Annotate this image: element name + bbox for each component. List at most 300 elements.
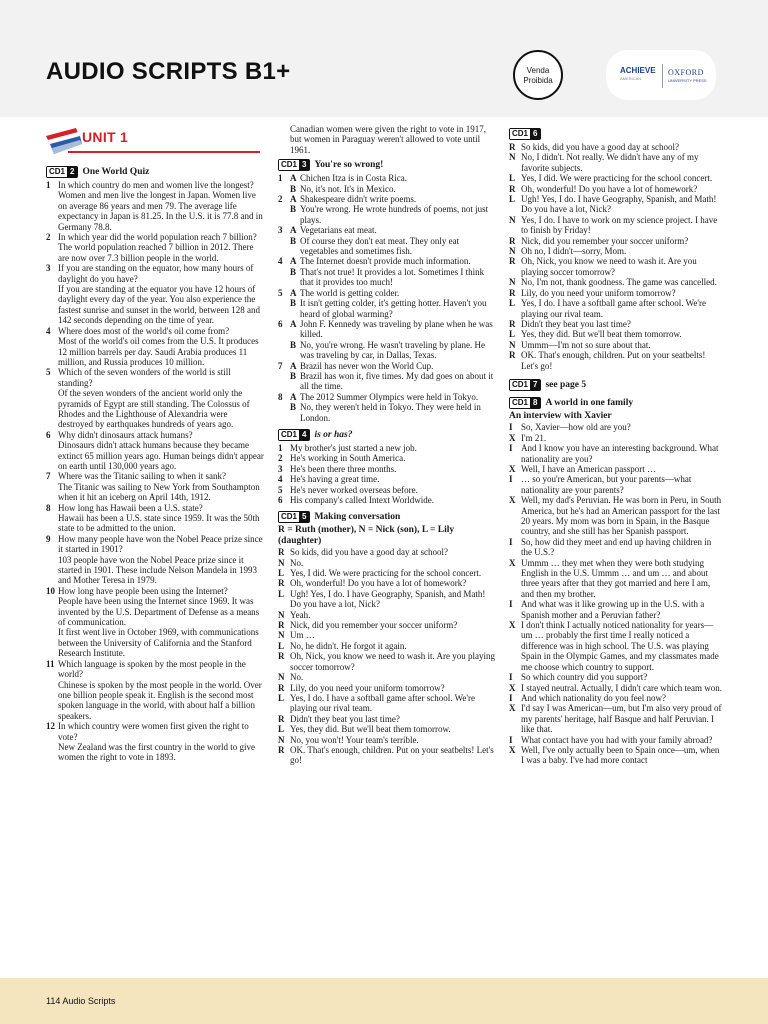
speaker-initial: N bbox=[509, 277, 516, 288]
speaker-initial: N bbox=[278, 734, 285, 745]
speaker-a: A bbox=[290, 287, 297, 298]
quiz-text: In which country were women first given the right to vote? bbox=[58, 721, 249, 742]
statement-a bbox=[278, 173, 498, 183]
speaker-initial: N bbox=[509, 246, 516, 257]
response-text: No, it's not. It's in Mexico. bbox=[300, 183, 396, 194]
sentence bbox=[278, 485, 498, 495]
speaker-a: A bbox=[290, 194, 297, 205]
dialogue-line bbox=[509, 745, 724, 766]
dialogue-text: Yes, they did. But we'll beat them tomorrow. bbox=[290, 724, 451, 735]
sentence bbox=[278, 464, 498, 474]
dialogue-line bbox=[278, 683, 498, 693]
dialogue-text: Oh, Nick, you know we need to wash it. Are you playing soccer tomorrow? bbox=[290, 651, 495, 672]
dialogue-line bbox=[278, 620, 498, 630]
dialogue-line bbox=[509, 620, 724, 672]
dialogue-line bbox=[509, 142, 724, 152]
item-number: 4 bbox=[278, 256, 283, 267]
cd-track-label: CD1 8 bbox=[509, 397, 541, 409]
item-number bbox=[46, 555, 58, 586]
item-number: 6 bbox=[278, 495, 283, 505]
quiz-text: In which country do men and women live the longest? bbox=[58, 180, 254, 190]
speaker-b: B bbox=[290, 370, 297, 381]
dialogue-line bbox=[509, 693, 724, 703]
response-b bbox=[278, 371, 498, 392]
item-number bbox=[46, 627, 58, 658]
cd-track-label: CD1 7 bbox=[509, 379, 541, 391]
speaker-initial: X bbox=[509, 682, 516, 693]
quiz-line bbox=[46, 586, 264, 596]
dialogue-line bbox=[509, 319, 724, 329]
dialogue-text: … so you're American, but your parents—what nationality are your parents? bbox=[521, 474, 692, 495]
item-number: 2 bbox=[278, 194, 283, 205]
dialogue-text: No. bbox=[290, 672, 304, 683]
quiz-line bbox=[46, 503, 264, 513]
dialogue-line bbox=[509, 735, 724, 745]
interview bbox=[509, 422, 724, 765]
speaker-initial: X bbox=[509, 432, 516, 443]
speaker-initial: I bbox=[509, 734, 513, 745]
dialogue-line bbox=[509, 184, 724, 194]
quiz-line bbox=[46, 440, 264, 471]
cast-list: R = Ruth (mother), N = Nick (son), L = Lily (daughter) bbox=[278, 525, 455, 546]
unit-heading bbox=[46, 126, 264, 156]
item-number bbox=[46, 742, 58, 763]
dialogue-line bbox=[509, 422, 724, 432]
cd-track-label: CD1 3 bbox=[278, 159, 310, 171]
speaker-initial: R bbox=[278, 713, 285, 724]
dialogue-text: Well, my dad's Peruvian. He was born in Peru, in South America, but he's had an American passport for the last 20 years. My mom was born in Spain, in the Basque country, and she still has her Spanish passport. bbox=[521, 495, 722, 537]
item-number: 1 bbox=[46, 180, 51, 190]
speaker-b: B bbox=[290, 266, 297, 277]
quiz-line bbox=[46, 242, 264, 263]
quiz-text: In which year did the world population reach 7 billion? bbox=[58, 232, 257, 243]
dialogue-text: Nick, did you remember your soccer uniform? bbox=[290, 620, 458, 631]
quiz-text: The Titanic was sailing to New York from Southampton when it hit an iceberg on April 14th, 1912. bbox=[58, 481, 260, 503]
statement-text: Vegetarians eat meat. bbox=[300, 225, 377, 236]
item-number-blank bbox=[278, 340, 290, 361]
speaker-initial: I bbox=[509, 536, 513, 547]
sentence bbox=[278, 453, 498, 463]
item-number bbox=[46, 680, 58, 722]
dialogue-text: I'm 21. bbox=[521, 432, 547, 443]
quiz-text: Women and men live the longest in Japan. Women live on average 86 years and men 79. The average life expectancy in Japan is 81.25. In the U.S. it is 77.8 and in Germany 78.8. bbox=[58, 190, 263, 232]
quiz-text: People have been using the Internet since 1969. It was invented by the U.S. Department of Defense as a means of communication. bbox=[58, 596, 260, 628]
speaker-initial: X bbox=[509, 744, 516, 755]
item-number-blank bbox=[278, 371, 290, 392]
response-text: You're wrong. He wrote hundreds of poems, not just plays. bbox=[300, 204, 489, 225]
dialogue-text: Yes, I do. I have a softball game after school. We're playing our rival team. bbox=[290, 692, 476, 714]
speaker-initial: L bbox=[278, 568, 285, 579]
sentence bbox=[278, 474, 498, 484]
statement-text: Shakespeare didn't write poems. bbox=[300, 194, 417, 205]
quiz-text: If you are standing on the equator, how many hours of daylight do you have? bbox=[58, 263, 254, 284]
statement-text: The Internet doesn't provide much information. bbox=[300, 256, 471, 267]
speaker-initial: R bbox=[278, 744, 285, 755]
quiz-line bbox=[46, 367, 264, 388]
dialogue-text: Ummm … they met when they were both studying English in the U.S. Ummm … and um … and about three years after that they got married and here I am, and then my brother. bbox=[521, 557, 711, 599]
dialogue-text: I'd say I was American—um, but I'm also very proud of my parents' heritage, half Basque and half Peruvian. I like that. bbox=[521, 703, 722, 735]
dialogue-line bbox=[278, 578, 498, 588]
speaker-initial: R bbox=[278, 578, 285, 589]
sentence-text: He's having a great time. bbox=[290, 474, 380, 485]
continued-text: Canadian women were given the right to vote in 1917, but women in Paraguay weren't allowed to vote until 1961. bbox=[290, 124, 486, 155]
dialogue-text: Yes, I did. We were practicing for the school concert. bbox=[521, 173, 713, 184]
dialogue-text: Ugh! Yes, I do. I have Geography, Spanish, and Math! Do you have a lot, Nick? bbox=[290, 588, 486, 610]
item-number-blank bbox=[278, 267, 290, 288]
statement-text: John F. Kennedy was traveling by plane when he was killed. bbox=[300, 318, 493, 340]
dialogue-line bbox=[509, 215, 724, 236]
speaker-initial: N bbox=[509, 339, 516, 350]
item-number: 3 bbox=[46, 263, 51, 274]
dialogue-text: Ugh! Yes, I do. I have Geography, Spanish, and Math! Do you have a lot, Nick? bbox=[521, 194, 717, 215]
cd-track-label: CD1 2 bbox=[46, 166, 78, 178]
quiz-line bbox=[46, 326, 264, 336]
dialogue-text: Well, I have an American passport … bbox=[521, 463, 656, 474]
speaker-initial: R bbox=[509, 318, 516, 329]
dialogue-line bbox=[509, 537, 724, 558]
dialogue-line bbox=[278, 693, 498, 714]
item-number: 2 bbox=[46, 232, 51, 243]
item-number-blank bbox=[278, 184, 290, 194]
quiz-text: Which of the seven wonders of the world is still standing? bbox=[58, 367, 231, 388]
dialogue-line bbox=[509, 152, 724, 173]
response-text: No, you're wrong. He wasn't traveling by plane. He was traveling by car, in Dallas, Texas. bbox=[300, 339, 485, 361]
item-number bbox=[46, 482, 58, 503]
quiz-text: How many people have won the Nobel Peace prize since it started in 1901? bbox=[58, 533, 263, 555]
dialogue-line bbox=[509, 443, 724, 464]
sentence-text: His company's called Intext Worldwide. bbox=[290, 495, 434, 505]
speaker-initial: X bbox=[509, 703, 516, 714]
response-b bbox=[278, 184, 498, 194]
dialogue-text: Well, I've only actually been to Spain once—um, when I was a baby. I've had more contact bbox=[521, 744, 720, 766]
dialogue-text: What contact have you had with your family abroad? bbox=[521, 734, 713, 745]
unit-flag-icon bbox=[46, 126, 82, 158]
dialogue-text: So, Xavier—how old are you? bbox=[521, 422, 631, 433]
achieve-logo: ACHIEVE bbox=[620, 66, 656, 75]
speaker-initial: I bbox=[509, 443, 513, 454]
speaker-initial: L bbox=[278, 692, 285, 703]
speaker-a: A bbox=[290, 256, 297, 267]
speaker-initial: R bbox=[278, 651, 285, 662]
dialogue-line bbox=[509, 474, 724, 495]
dialogue-text: Ummm—I'm not so sure about that. bbox=[521, 339, 651, 350]
speaker-initial: L bbox=[509, 194, 516, 205]
dialogue-text: Oh, wonderful! Do you have a lot of homework? bbox=[290, 578, 467, 589]
speaker-initial: N bbox=[278, 557, 285, 568]
dialogue-text: OK. That's enough, children. Put on your seatbelts! Let's go! bbox=[290, 744, 494, 766]
item-number: 11 bbox=[46, 658, 55, 669]
dialogue-line bbox=[509, 599, 724, 620]
sentence-text: He's never worked overseas before. bbox=[290, 484, 418, 495]
quiz-line bbox=[46, 680, 264, 722]
statement-a bbox=[278, 319, 498, 340]
item-number: 4 bbox=[278, 474, 283, 485]
logo-divider bbox=[662, 64, 663, 88]
section-heading: CD1 8 A world in one family bbox=[509, 397, 724, 409]
dialogue-line bbox=[278, 735, 498, 745]
statement-a bbox=[278, 392, 498, 402]
dialogue-text: I stayed neutral. Actually, I didn't care which team won. bbox=[521, 682, 722, 693]
cd-track-label: CD1 4 bbox=[278, 429, 310, 441]
speaker-initial: X bbox=[509, 620, 516, 631]
item-number-blank bbox=[278, 204, 290, 225]
speaker-initial: L bbox=[509, 329, 516, 340]
quiz-list bbox=[46, 180, 264, 763]
statement-a bbox=[278, 194, 498, 204]
speaker-initial: R bbox=[278, 620, 285, 631]
quiz-line bbox=[46, 659, 264, 680]
speaker-initial: N bbox=[278, 672, 285, 683]
dialogue-text: No, you won't! Your team's terrible. bbox=[290, 734, 419, 745]
item-number: 3 bbox=[278, 225, 283, 236]
speaker-initial: L bbox=[509, 298, 516, 309]
quiz-line bbox=[46, 721, 264, 742]
sentence-text: He's been there three months. bbox=[290, 463, 397, 474]
dialogue-line bbox=[278, 558, 498, 568]
speaker-initial: N bbox=[509, 214, 516, 225]
section-heading: CD1 4 is or has? bbox=[278, 429, 498, 441]
dialogue-text: Oh, Nick, you know we need to wash it. Are you playing soccer tomorrow? bbox=[521, 256, 697, 277]
dialogue-text: Nick, did you remember your soccer uniform? bbox=[521, 235, 689, 246]
item-number bbox=[46, 440, 58, 471]
response-text: That's not true! It provides a lot. Sometimes I think that it provides too much! bbox=[300, 266, 485, 288]
dialogue-text: Um … bbox=[290, 630, 315, 641]
dialogue-text: So kids, did you have a good day at school? bbox=[521, 142, 679, 152]
unit-underline bbox=[68, 151, 260, 153]
section-heading: CD1 5 Making conversation bbox=[278, 511, 498, 523]
dialogue-line bbox=[509, 173, 724, 183]
speaker-initial: L bbox=[278, 724, 285, 735]
quiz-line bbox=[46, 534, 264, 555]
item-number: 8 bbox=[278, 391, 283, 402]
dialogue-text: Yeah. bbox=[290, 609, 311, 620]
dialogue-line bbox=[509, 558, 724, 600]
dialogue-text: No, he didn't. He forgot it again. bbox=[290, 640, 407, 651]
column-3 bbox=[509, 124, 724, 766]
conversation bbox=[278, 547, 498, 766]
dialogue-text: Oh, wonderful! Do you have a lot of homework? bbox=[521, 183, 698, 194]
item-number bbox=[46, 284, 58, 326]
column-2 bbox=[278, 124, 498, 766]
dialogue-line bbox=[509, 288, 724, 298]
speaker-initial: R bbox=[509, 235, 516, 246]
item-number-blank bbox=[278, 298, 290, 319]
dialogue-text: Yes, I do. I have to work on my science project. I have to finish by Friday! bbox=[521, 214, 718, 236]
speaker-initial: N bbox=[278, 609, 285, 620]
response-b bbox=[278, 402, 498, 423]
dialogue-text: So kids, did you have a good day at school? bbox=[290, 547, 448, 558]
statement-text: The world is getting colder. bbox=[300, 287, 400, 298]
item-number: 7 bbox=[46, 471, 51, 482]
item-number: 7 bbox=[278, 360, 283, 371]
achieve-logo-sub: AMERICAN bbox=[620, 76, 642, 81]
dialogue-text: So, how did they meet and end up having children in the U.S.? bbox=[521, 536, 712, 558]
speaker-initial: R bbox=[278, 682, 285, 693]
speaker-b: B bbox=[290, 204, 297, 215]
response-text: It isn't getting colder, it's getting hotter. Haven't you heard of global warming? bbox=[300, 298, 487, 319]
speaker-a: A bbox=[290, 360, 297, 371]
quiz-line bbox=[46, 284, 264, 326]
item-number: 9 bbox=[46, 533, 51, 544]
quiz-line bbox=[46, 180, 264, 190]
speaker-initial: N bbox=[278, 630, 285, 641]
dialogue-line bbox=[509, 246, 724, 256]
speaker-a: A bbox=[290, 173, 297, 184]
response-text: Brazil has won it, five times. My dad goes on about it all the time. bbox=[300, 370, 494, 392]
speaker-initial: R bbox=[509, 183, 516, 194]
quiz-text: If you are standing at the equator you have 12 hours of daylight every day of the year. You also experience the fastest sunrise and sunset in the world, between 128 and 142 seconds depending on the time of year. bbox=[58, 284, 260, 326]
quiz-text: Hawaii has been a U.S. state since 1959. It was the 50th state to be admitted to the union. bbox=[58, 513, 260, 534]
sentence-list bbox=[278, 443, 498, 505]
item-number: 10 bbox=[46, 585, 55, 596]
item-number bbox=[46, 242, 58, 263]
speaker-initial: L bbox=[278, 588, 285, 599]
response-text: Of course they don't eat meat. They only eat vegetables and sometimes fish. bbox=[300, 235, 460, 257]
dialogue-line bbox=[509, 672, 724, 682]
quiz-text: Where was the Titanic sailing to when it sank? bbox=[58, 471, 226, 482]
dialogue-text: Oh no, I didn't—sorry, Mom. bbox=[521, 246, 627, 257]
speaker-a: A bbox=[290, 391, 297, 402]
dialogue-line bbox=[278, 630, 498, 640]
dialogue-line bbox=[278, 547, 498, 557]
section-heading: CD1 2 One World Quiz bbox=[46, 166, 264, 178]
dialogue-list bbox=[278, 173, 498, 423]
speaker-initial: X bbox=[509, 495, 516, 506]
item-number bbox=[46, 336, 58, 367]
quiz-line bbox=[46, 232, 264, 242]
quiz-text: Most of the world's oil comes from the U.S. It produces 12 million barrels per day. Saudi Arabia produces 11 million, and Russia produces 10 million. bbox=[58, 336, 259, 367]
dialogue-line bbox=[278, 724, 498, 734]
quiz-text: Chinese is spoken by the most people in the world. Over one billion people speak it. English is the second most spoken language in the world, with about half a billion speakers. bbox=[58, 679, 262, 721]
dialogue-text: I don't think I actually noticed nationality for years—um … probably the first time I really noticed a difference was in high school. The U.S. was playing Spain in the Olympic Games, and my classmates made me choose which country to support. bbox=[521, 620, 719, 672]
dialogue-line bbox=[278, 745, 498, 766]
dialogue-text: And I know you have an interesting background. What nationality are you? bbox=[521, 443, 719, 464]
item-number: 3 bbox=[278, 463, 283, 474]
response-b bbox=[278, 267, 498, 288]
dialogue-line bbox=[509, 194, 724, 215]
quiz-line bbox=[46, 336, 264, 367]
speaker-b: B bbox=[290, 183, 297, 194]
dialogue-text: Lily, do you need your uniform tomorrow? bbox=[521, 287, 676, 298]
section-heading bbox=[509, 128, 724, 140]
item-number-blank bbox=[278, 236, 290, 257]
quiz-line bbox=[46, 596, 264, 627]
dialogue-line bbox=[509, 340, 724, 350]
quiz-text: It first went live in October 1969, with communications between the University of California and the Stanford Research Institute. bbox=[58, 627, 259, 659]
speaker-initial: R bbox=[509, 350, 516, 361]
response-b bbox=[278, 236, 498, 257]
item-number bbox=[46, 513, 58, 534]
quiz-text: Of the seven wonders of the ancient world only the pyramids of Egypt are still standing. The Colossus of Rhodes and the Lighthouse of Alexandria were destroyed by earthquakes hundreds of years ago. bbox=[58, 388, 250, 430]
quiz-line bbox=[46, 388, 264, 430]
dialogue-line bbox=[509, 298, 724, 319]
item-number: 12 bbox=[46, 721, 55, 732]
dialogue-line bbox=[509, 495, 724, 537]
quiz-text: How long has Hawaii been a U.S. state? bbox=[58, 502, 203, 513]
response-b bbox=[278, 298, 498, 319]
dialogue-text: Didn't they beat you last time? bbox=[521, 318, 631, 329]
speaker-initial: R bbox=[509, 256, 516, 267]
statement-a bbox=[278, 256, 498, 266]
dialogue-text: Didn't they beat you last time? bbox=[290, 713, 400, 724]
speaker-initial: I bbox=[509, 692, 513, 703]
dialogue-line bbox=[509, 256, 724, 277]
response-b bbox=[278, 340, 498, 361]
speaker-initial: L bbox=[278, 640, 285, 651]
venda-proibida-badge: Venda Proibida bbox=[513, 50, 563, 100]
speaker-initial: X bbox=[509, 463, 516, 474]
dialogue-line bbox=[509, 350, 724, 371]
speaker-initial: R bbox=[278, 547, 285, 558]
speaker-b: B bbox=[290, 402, 297, 413]
quiz-text: Dinosaurs didn't attack humans because they became extinct 65 million years ago. Human beings didn't appear on earth until 130,000 years ago. bbox=[58, 440, 264, 471]
dialogue-text: Yes, I did. We were practicing for the school concert. bbox=[290, 568, 482, 579]
column-1 bbox=[46, 124, 264, 763]
quiz-line bbox=[46, 263, 264, 284]
item-number: 5 bbox=[278, 484, 283, 495]
speaker-initial: X bbox=[509, 557, 516, 568]
dialogue-line bbox=[278, 641, 498, 651]
section-heading: CD1 7 see page 5 bbox=[509, 379, 724, 391]
dialogue-line bbox=[509, 464, 724, 474]
speaker-initial: I bbox=[509, 599, 513, 610]
speaker-initial: R bbox=[509, 142, 516, 152]
statement-a bbox=[278, 225, 498, 235]
item-number: 4 bbox=[46, 325, 51, 336]
statement-a bbox=[278, 288, 498, 298]
dialogue-text: Yes, I do. I have a softball game after school. We're playing our rival team. bbox=[521, 298, 707, 319]
speaker-initial: R bbox=[509, 287, 516, 298]
speaker-initial: I bbox=[509, 474, 513, 485]
dialogue-text: And which nationality do you feel now? bbox=[521, 692, 666, 703]
item-number: 1 bbox=[278, 442, 283, 453]
quiz-line bbox=[46, 555, 264, 586]
page-number: 114 Audio Scripts bbox=[46, 996, 116, 1006]
speaker-a: A bbox=[290, 318, 297, 329]
statement-text: The 2012 Summer Olympics were held in Tokyo. bbox=[300, 391, 479, 402]
dialogue-line bbox=[278, 672, 498, 682]
speaker-a: A bbox=[290, 225, 297, 236]
cd-track-label: CD1 6 bbox=[509, 128, 541, 140]
dialogue-line bbox=[278, 714, 498, 724]
response-b bbox=[278, 204, 498, 225]
quiz-line bbox=[46, 430, 264, 440]
speaker-initial: I bbox=[509, 672, 513, 683]
conversation bbox=[509, 142, 724, 371]
section-heading: CD1 3 You're so wrong! bbox=[278, 159, 498, 171]
quiz-text: Which language is spoken by the most people in the world? bbox=[58, 658, 246, 680]
quiz-line bbox=[46, 742, 264, 763]
item-number bbox=[46, 388, 58, 430]
statement-a bbox=[278, 361, 498, 371]
statement-text: Brazil has never won the World Cup. bbox=[300, 360, 434, 371]
dialogue-text: So which country did you support? bbox=[521, 672, 648, 683]
speaker-initial: N bbox=[509, 152, 516, 163]
dialogue-text: Lily, do you need your uniform tomorrow? bbox=[290, 682, 445, 693]
dialogue-text: OK. That's enough, children. Put on your seatbelts! Let's go! bbox=[521, 350, 706, 371]
item-number: 1 bbox=[278, 173, 283, 184]
speaker-b: B bbox=[290, 298, 297, 309]
dialogue-text: No, I didn't. Not really. We didn't have any of my favorite subjects. bbox=[521, 152, 699, 173]
statement-text: Chichen Itza is in Costa Rica. bbox=[300, 173, 407, 184]
dialogue-line bbox=[509, 433, 724, 443]
interview-subtitle: An interview with Xavier bbox=[509, 410, 612, 421]
quiz-line bbox=[46, 482, 264, 503]
item-number: 6 bbox=[278, 318, 283, 329]
dialogue-line bbox=[509, 236, 724, 246]
dialogue-line bbox=[509, 277, 724, 287]
quiz-text: The world population reached 7 billion in 2012. There are now over 7.3 billion people in the world. bbox=[58, 242, 254, 263]
